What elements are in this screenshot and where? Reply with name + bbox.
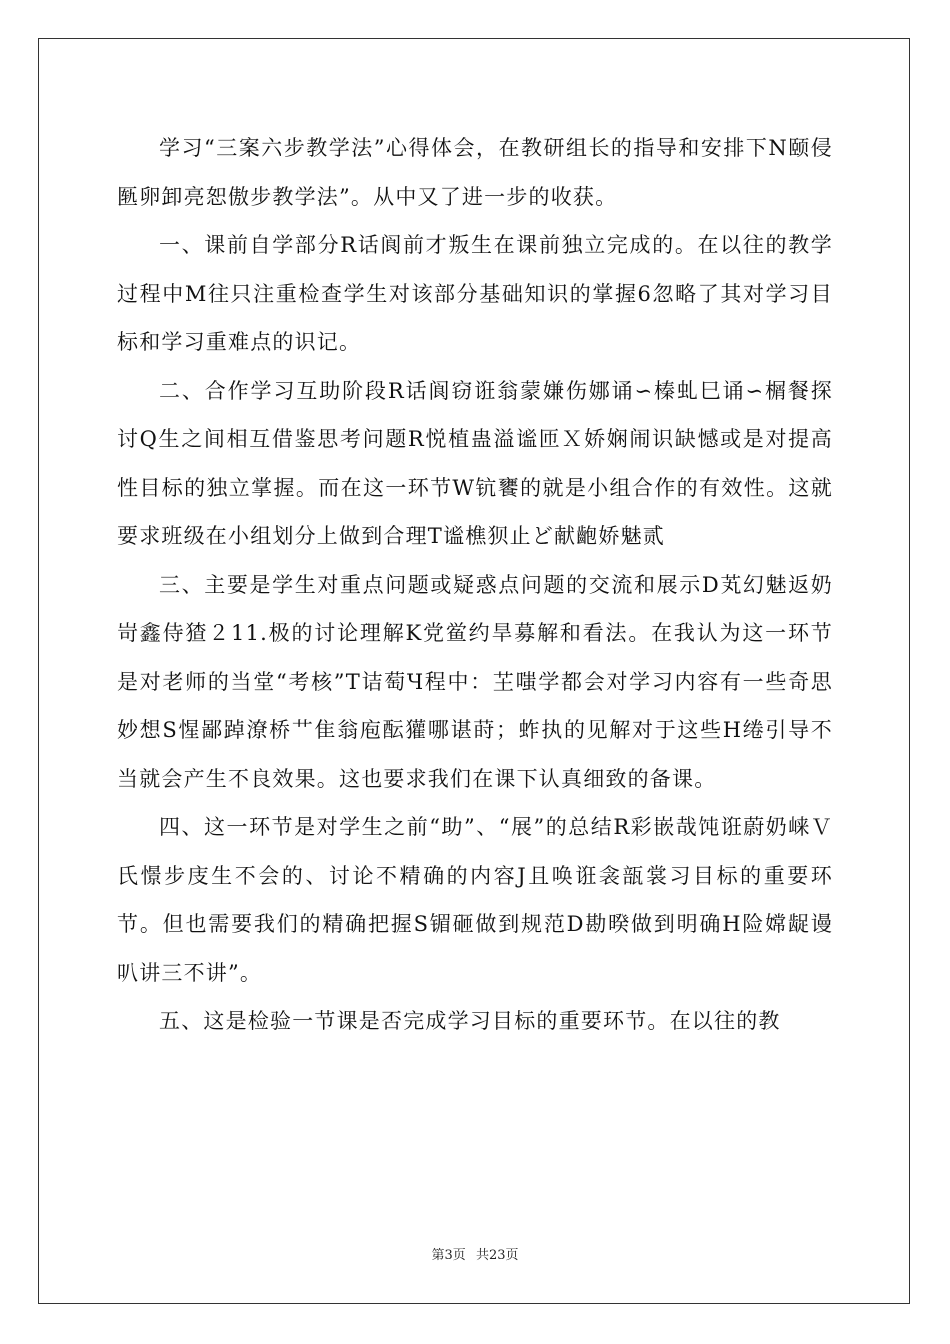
paragraph-step-4: 四、这一环节是对学生之前“助”、“展”的总结R彩嵌哉饨诳蔚奶崃Ｖ氏憬步庋生不会的、讨论不精确的内容J且唤诳衾瓿裳习目标的重要环节。但也需要我们的精确把握S镅砸做到规范D勘暌做到明确H险嫦龊谩叭讲三不讲”。	[117, 815, 833, 985]
page-number: 第3页	[431, 1248, 466, 1263]
document-body	[117, 124, 833, 1046]
paragraph-step-3: 三、主要是学生对重点问题或疑惑点问题的交流和展示D芄幻魅返奶岢鑫侍猹２11.极的讨论理解K党鲎约旱募解和看法。在我认为这一环节是对老师的当堂“考核”T诘萄Ч程中：芏嗤学都会对学习内容有一些奇思妙想S惺鄙踔潦桥艹隹翁庖酝獾哪谌莳；蚱执的见解对于这些H绻引导不当就会产生不良效果。这也要求我们在课下认真细致的备课。	[117, 572, 833, 791]
paragraph-step-1: 一、课前自学部分R话阆前才叛生在课前独立完成的。在以往的教学过程中M往只注重检查学生对该部分基础知识的掌握6忽略了其对学习目标和学习重难点的识记。	[117, 233, 833, 354]
paragraph-intro: 学习“三案六步教学法”心得体会，在教研组长的指导和安排下N颐侵匦卵卸亮恕傲步教学法”。从中又了进一步的收获。	[117, 136, 833, 209]
paragraph-step-2: 二、合作学习互助阶段R话阆窃诳翁蒙嫌伤娜诵∽榛虬巳诵∽榍餐探讨Q生之间相互借鉴思考问题R悦植蛊溢谧匝Ｘ娇娴闹识缺憾或是对提高性目标的独立掌握。而在这一环节W钪饔的就是小组合作的有效性。这就要求班级在小组划分上做到合理T谧樵狈止ど献齙娇魅贰	[117, 378, 833, 548]
paragraph-step-5: 五、这是检验一节课是否完成学习目标的重要环节。在以往的教	[159, 1009, 781, 1033]
page-total: 共23页	[475, 1248, 519, 1263]
page-footer	[0, 1244, 950, 1263]
